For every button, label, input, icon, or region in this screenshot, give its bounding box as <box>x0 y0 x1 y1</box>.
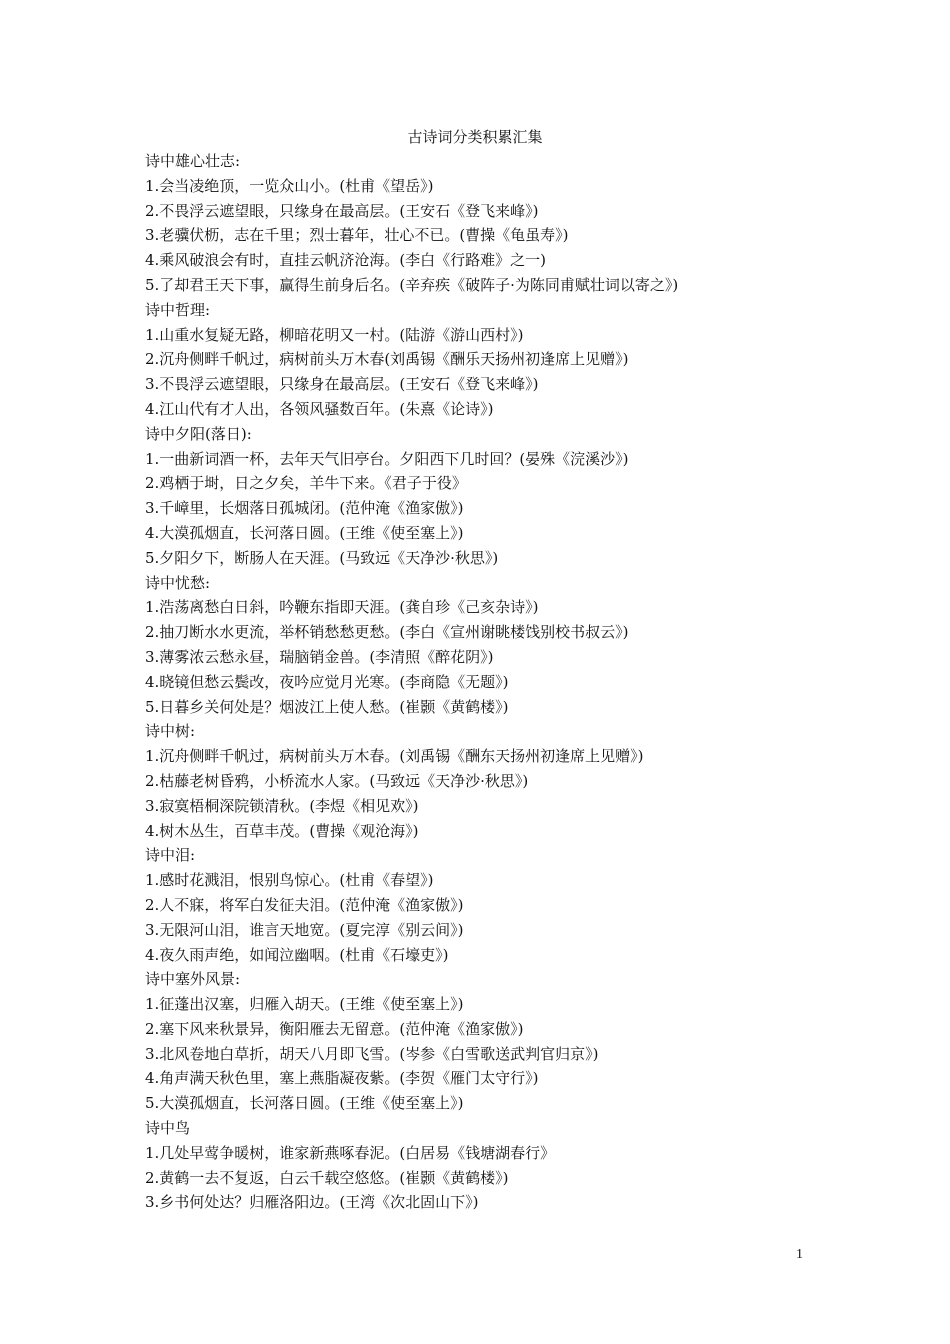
section-heading: 诗中鸟 <box>145 1119 191 1138</box>
poem-line: 5.大漠孤烟直，长河落日圆。(王维《使至塞上》) <box>145 1094 464 1113</box>
poem-line: 1.浩荡离愁白日斜，吟鞭东指即天涯。(龚自珍《己亥杂诗》) <box>145 598 539 617</box>
poem-line: 1.感时花溅泪，恨别鸟惊心。(杜甫《春望》) <box>145 871 434 890</box>
section-heading: 诗中泪: <box>145 846 196 865</box>
poem-line: 1.会当凌绝顶，一览众山小。(杜甫《望岳》) <box>145 176 434 195</box>
poem-line: 1.沉舟侧畔千帆过，病树前头万木春。(刘禹锡《酬东天扬州初逢席上见赠》) <box>145 747 644 766</box>
poem-line: 2.黄鹤一去不复返，白云千载空悠悠。(崔颢《黄鹤楼》) <box>145 1168 509 1187</box>
poem-line: 2.枯藤老树昏鸦，小桥流水人家。(马致远《天净沙·秋思》) <box>145 771 529 790</box>
section-heading: 诗中忧愁: <box>145 573 211 592</box>
poem-line: 3.乡书何处达？归雁洛阳边。(王湾《次北固山下》) <box>145 1193 479 1212</box>
poem-line: 2.抽刀断水水更流，举杯销愁愁更愁。(李白《宣州谢眺楼饯别校书叔云》) <box>145 623 629 642</box>
section-heading: 诗中夕阳(落日): <box>145 424 252 443</box>
document-body <box>145 149 845 1215</box>
poem-line: 3.寂寞梧桐深院锁清秋。(李煜《相见欢》) <box>145 796 419 815</box>
poem-line: 3.老骥伏枥，志在千里；烈士暮年，壮心不已。(曹操《龟虽寿》) <box>145 226 569 245</box>
page-number: 1 <box>796 1247 803 1262</box>
section-heading: 诗中哲理: <box>145 300 211 319</box>
poem-line: 2.鸡栖于埘，日之夕矣，羊牛下来。《君子于役》 <box>145 474 467 493</box>
poem-line: 3.北风卷地白草折，胡天八月即飞雪。(岑参《白雪歌送武判官归京》) <box>145 1044 599 1063</box>
poem-line: 4.角声满天秋色里，塞上燕脂凝夜紫。(李贺《雁门太守行》) <box>145 1069 539 1088</box>
poem-line: 4.夜久雨声绝，如闻泣幽咽。(杜甫《石壕吏》) <box>145 945 449 964</box>
section-heading: 诗中树: <box>145 722 196 741</box>
poem-line: 4.大漠孤烟直，长河落日圆。(王维《使至塞上》) <box>145 523 464 542</box>
poem-line: 3.千嶂里，长烟落日孤城闭。(范仲淹《渔家傲》) <box>145 499 464 518</box>
poem-line: 3.不畏浮云遮望眼，只缘身在最高层。(王安石《登飞来峰》) <box>145 375 539 394</box>
poem-line: 3.无限河山泪，谁言天地宽。(夏完淳《别云间》) <box>145 920 464 939</box>
poem-line: 2.人不寐，将军白发征夫泪。(范仲淹《渔家傲》) <box>145 895 464 914</box>
poem-line: 4.树木丛生，百草丰茂。(曹操《观沧海》) <box>145 821 419 840</box>
poem-line: 1.山重水复疑无路，柳暗花明又一村。(陆游《游山西村》) <box>145 325 524 344</box>
poem-line: 5.夕阳夕下，断肠人在天涯。(马致远《天净沙·秋思》) <box>145 548 499 567</box>
poem-line: 4.晓镜但愁云鬓改，夜吟应觉月光寒。(李商隐《无题》) <box>145 672 509 691</box>
poem-line: 5.了却君王天下事，赢得生前身后名。(辛弃疾《破阵子·为陈同甫赋壮词以寄之》) <box>145 275 679 294</box>
poem-line: 1.几处早莺争暖树，谁家新燕啄春泥。(白居易《钱塘湖春行》 <box>145 1143 556 1162</box>
poem-line: 3.薄雾浓云愁永昼，瑞脑销金兽。(李清照《醉花阴》) <box>145 647 494 666</box>
section-heading: 诗中塞外风景: <box>145 970 241 989</box>
poem-line: 4.乘风破浪会有时，直挂云帆济沧海。(李白《行路难》之一) <box>145 251 547 270</box>
poem-line: 5.日暮乡关何处是？烟波江上使人愁。(崔颢《黄鹤楼》) <box>145 697 509 716</box>
section-heading: 诗中雄心壮志: <box>145 152 241 170</box>
poem-line: 2.沉舟侧畔千帆过，病树前头万木春(刘禹锡《酬乐天扬州初逢席上见赠》) <box>145 350 629 369</box>
poem-line: 2.塞下风来秋景异，衡阳雁去无留意。(范仲淹《渔家傲》) <box>145 1019 524 1038</box>
poem-line: 1.一曲新词酒一杯，去年天气旧亭台。夕阳西下几时回？(晏殊《浣溪沙》) <box>145 449 629 468</box>
poem-line: 4.江山代有才人出，各领风骚数百年。(朱熹《论诗》) <box>145 399 494 418</box>
document-title: 古诗词分类积累汇集 <box>407 128 543 146</box>
poem-line: 2.不畏浮云遮望眼，只缘身在最高层。(王安石《登飞来峰》) <box>145 201 539 220</box>
poem-line: 1.征蓬出汉塞，归雁入胡天。(王维《使至塞上》) <box>145 995 464 1014</box>
